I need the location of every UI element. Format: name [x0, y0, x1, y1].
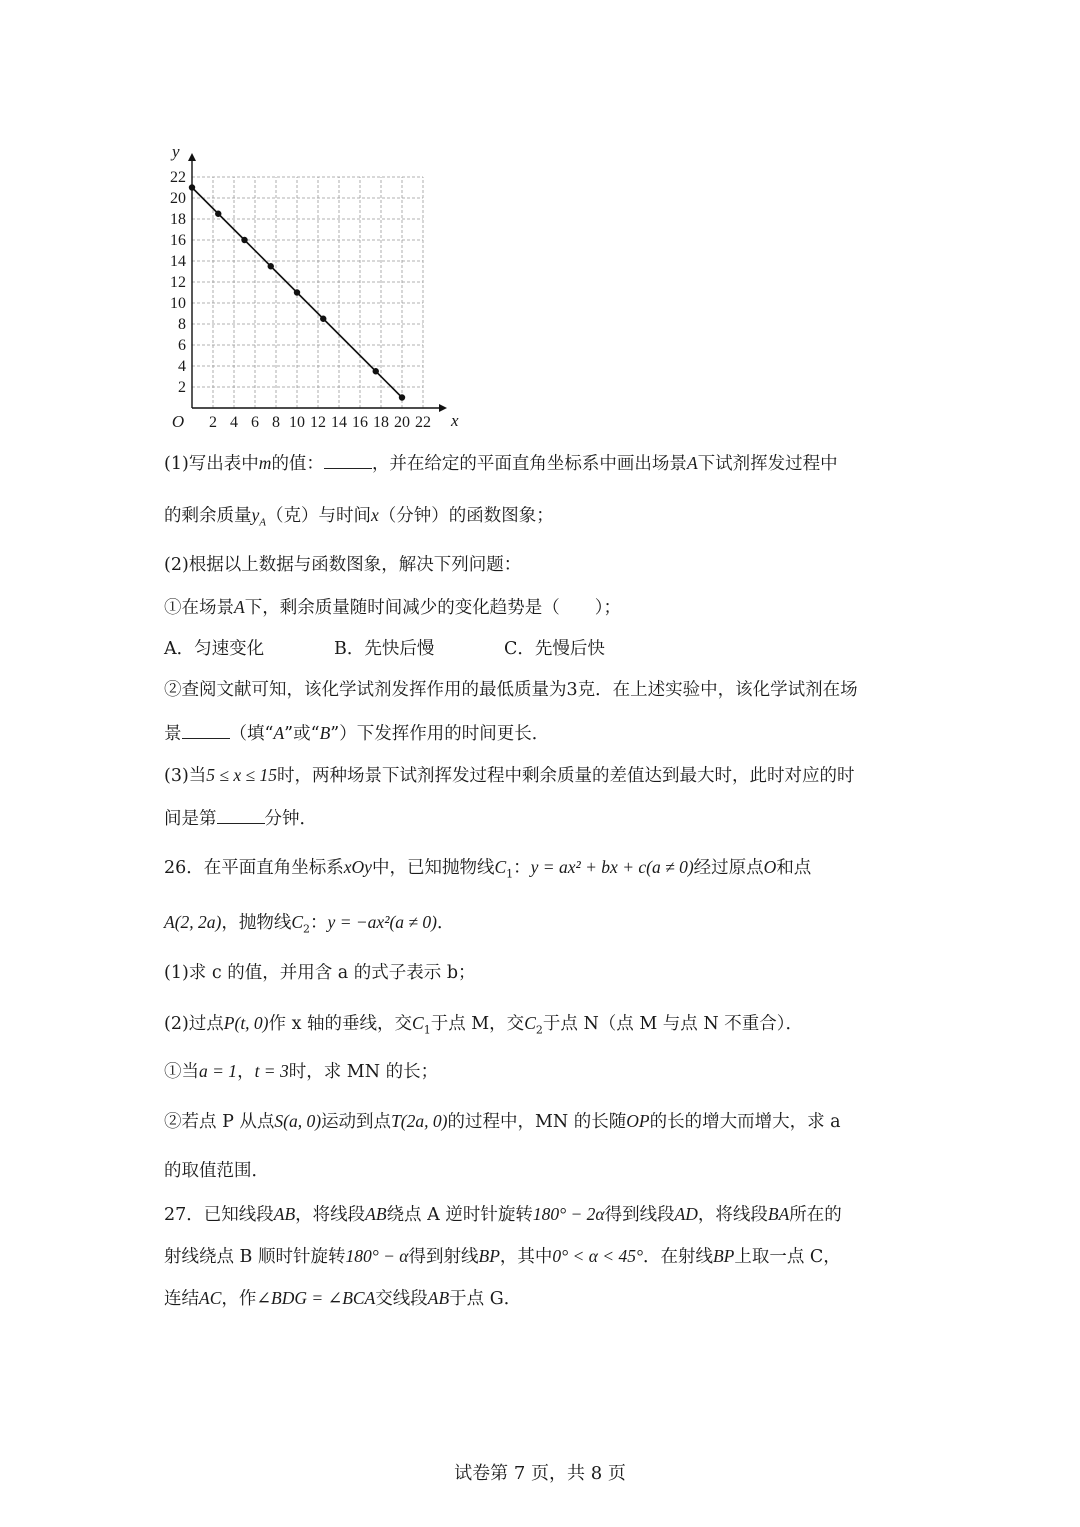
q25-part3-line2: 间是第 分钟．: [164, 805, 924, 832]
q26-part2-item1: ①当a = 1，t = 3时，求 MN 的长；: [164, 1061, 439, 1082]
q26-part2-item2-line2: 的取值范围．: [164, 1161, 269, 1181]
q26-line1: 26．在平面直角坐标系xOy中，已知抛物线$C_1$：y = ax² + bx + c(a ≠ 0)经过原点O和点: [164, 857, 812, 881]
option-b[interactable]: B．先快后慢: [334, 639, 435, 659]
origin-label: O: [171, 412, 185, 431]
x-tick-label: 2: [209, 414, 217, 431]
y-tick-label: 2: [178, 379, 186, 396]
data-point: [268, 263, 274, 269]
x-axis-label: x: [451, 411, 459, 430]
option-a[interactable]: A．匀速变化: [164, 639, 265, 659]
data-point: [189, 184, 195, 190]
x-tick-label: 6: [251, 414, 259, 431]
x-tick-label: 22: [415, 414, 431, 431]
x-tick-label: 14: [331, 414, 347, 431]
data-point: [241, 237, 247, 243]
y-axis-label: y: [172, 142, 180, 161]
q25-part3-line1: (3)当5 ≤ x ≤ 15时，两种场景下试剂挥发过程中剩余质量的差值达到最大时，此时对应的时: [164, 765, 855, 786]
chart-svg: [150, 138, 470, 438]
q26-line2: A(2, 2a)，抛物线$C_2$：y = −ax²(a ≠ 0)．: [164, 912, 455, 936]
q25-part2-item1: ①在场景A下，剩余质量随时间减少的变化趋势是（ ）；: [164, 597, 621, 618]
q25-part1-line2: 的剩余质量$y_A$（克）与时间x（分钟）的函数图象；: [164, 505, 554, 529]
option-c[interactable]: C．先慢后快: [504, 639, 605, 659]
q25-part2-item2-line2: 景 （填“A”或“B”）下发挥作用的时间更长．: [164, 720, 924, 747]
q25-options: [164, 636, 924, 662]
page-footer: 试卷第 7 页，共 8 页: [454, 1463, 626, 1484]
y-tick-label: 10: [170, 295, 186, 312]
y-tick-label: 20: [170, 190, 186, 207]
y-tick-label: 22: [170, 169, 186, 186]
q26-part1: (1)求 c 的值，并用含 a 的式子表示 b；: [164, 963, 476, 983]
y-tick-label: 14: [170, 253, 186, 270]
y-tick-label: 12: [170, 274, 186, 291]
y-axis-arrow: [188, 153, 196, 161]
data-point: [373, 368, 379, 374]
x-tick-label: 12: [310, 414, 326, 431]
y-tick-label: 6: [178, 337, 186, 354]
y-tick-label: 4: [178, 358, 186, 375]
x-axis-arrow: [439, 404, 447, 412]
q25-part2-item2-line1: ②查阅文献可知，该化学试剂发挥作用的最低质量为3克．在上述实验中，该化学试剂在场: [164, 680, 858, 700]
answer-blank[interactable]: [217, 805, 265, 824]
y-tick-label: 16: [170, 232, 186, 249]
x-tick-label: 20: [394, 414, 410, 431]
x-tick-label: 4: [230, 414, 238, 431]
data-point: [294, 289, 300, 295]
q26-part2-item2-line1: ②若点 P 从点S(a, 0)运动到点T(2a, 0)的过程中，MN 的长随OP的长的增大而增大，求 a: [164, 1111, 841, 1132]
x-tick-label: 16: [352, 414, 368, 431]
q26-part2: (2)过点P(t, 0)作 x 轴的垂线，交$C_1$于点 M，交$C_2$于点 N（点 M 与点 N 不重合）．: [164, 1013, 803, 1037]
data-point: [320, 316, 326, 322]
line-chart: [150, 138, 470, 438]
y-tick-label: 18: [170, 211, 186, 228]
x-tick-label: 8: [272, 414, 280, 431]
q27-line3: 连结AC，作∠BDG = ∠BCA交线段AB于点 G．: [164, 1288, 522, 1309]
x-tick-label: 18: [373, 414, 389, 431]
q27-line2: 射线绕点 B 顺时针旋转180° − α得到射线BP，其中0° < α < 45°．在射线BP上取一点 C，: [164, 1246, 841, 1267]
x-tick-label: 10: [289, 414, 305, 431]
q27-line1: 27．已知线段AB，将线段AB绕点 A 逆时针旋转180° − 2α得到线段AD，将线段BA所在的: [164, 1204, 842, 1225]
answer-blank[interactable]: [182, 720, 230, 739]
data-point: [215, 211, 221, 217]
data-point: [399, 394, 405, 400]
y-tick-label: 8: [178, 316, 186, 333]
q25-part2: (2)根据以上数据与函数图象，解决下列问题：: [164, 555, 522, 575]
answer-blank[interactable]: [324, 450, 372, 469]
q25-part1-line1: (1)写出表中m的值： ，并在给定的平面直角坐标系中画出场景A下试剂挥发过程中: [164, 450, 924, 477]
